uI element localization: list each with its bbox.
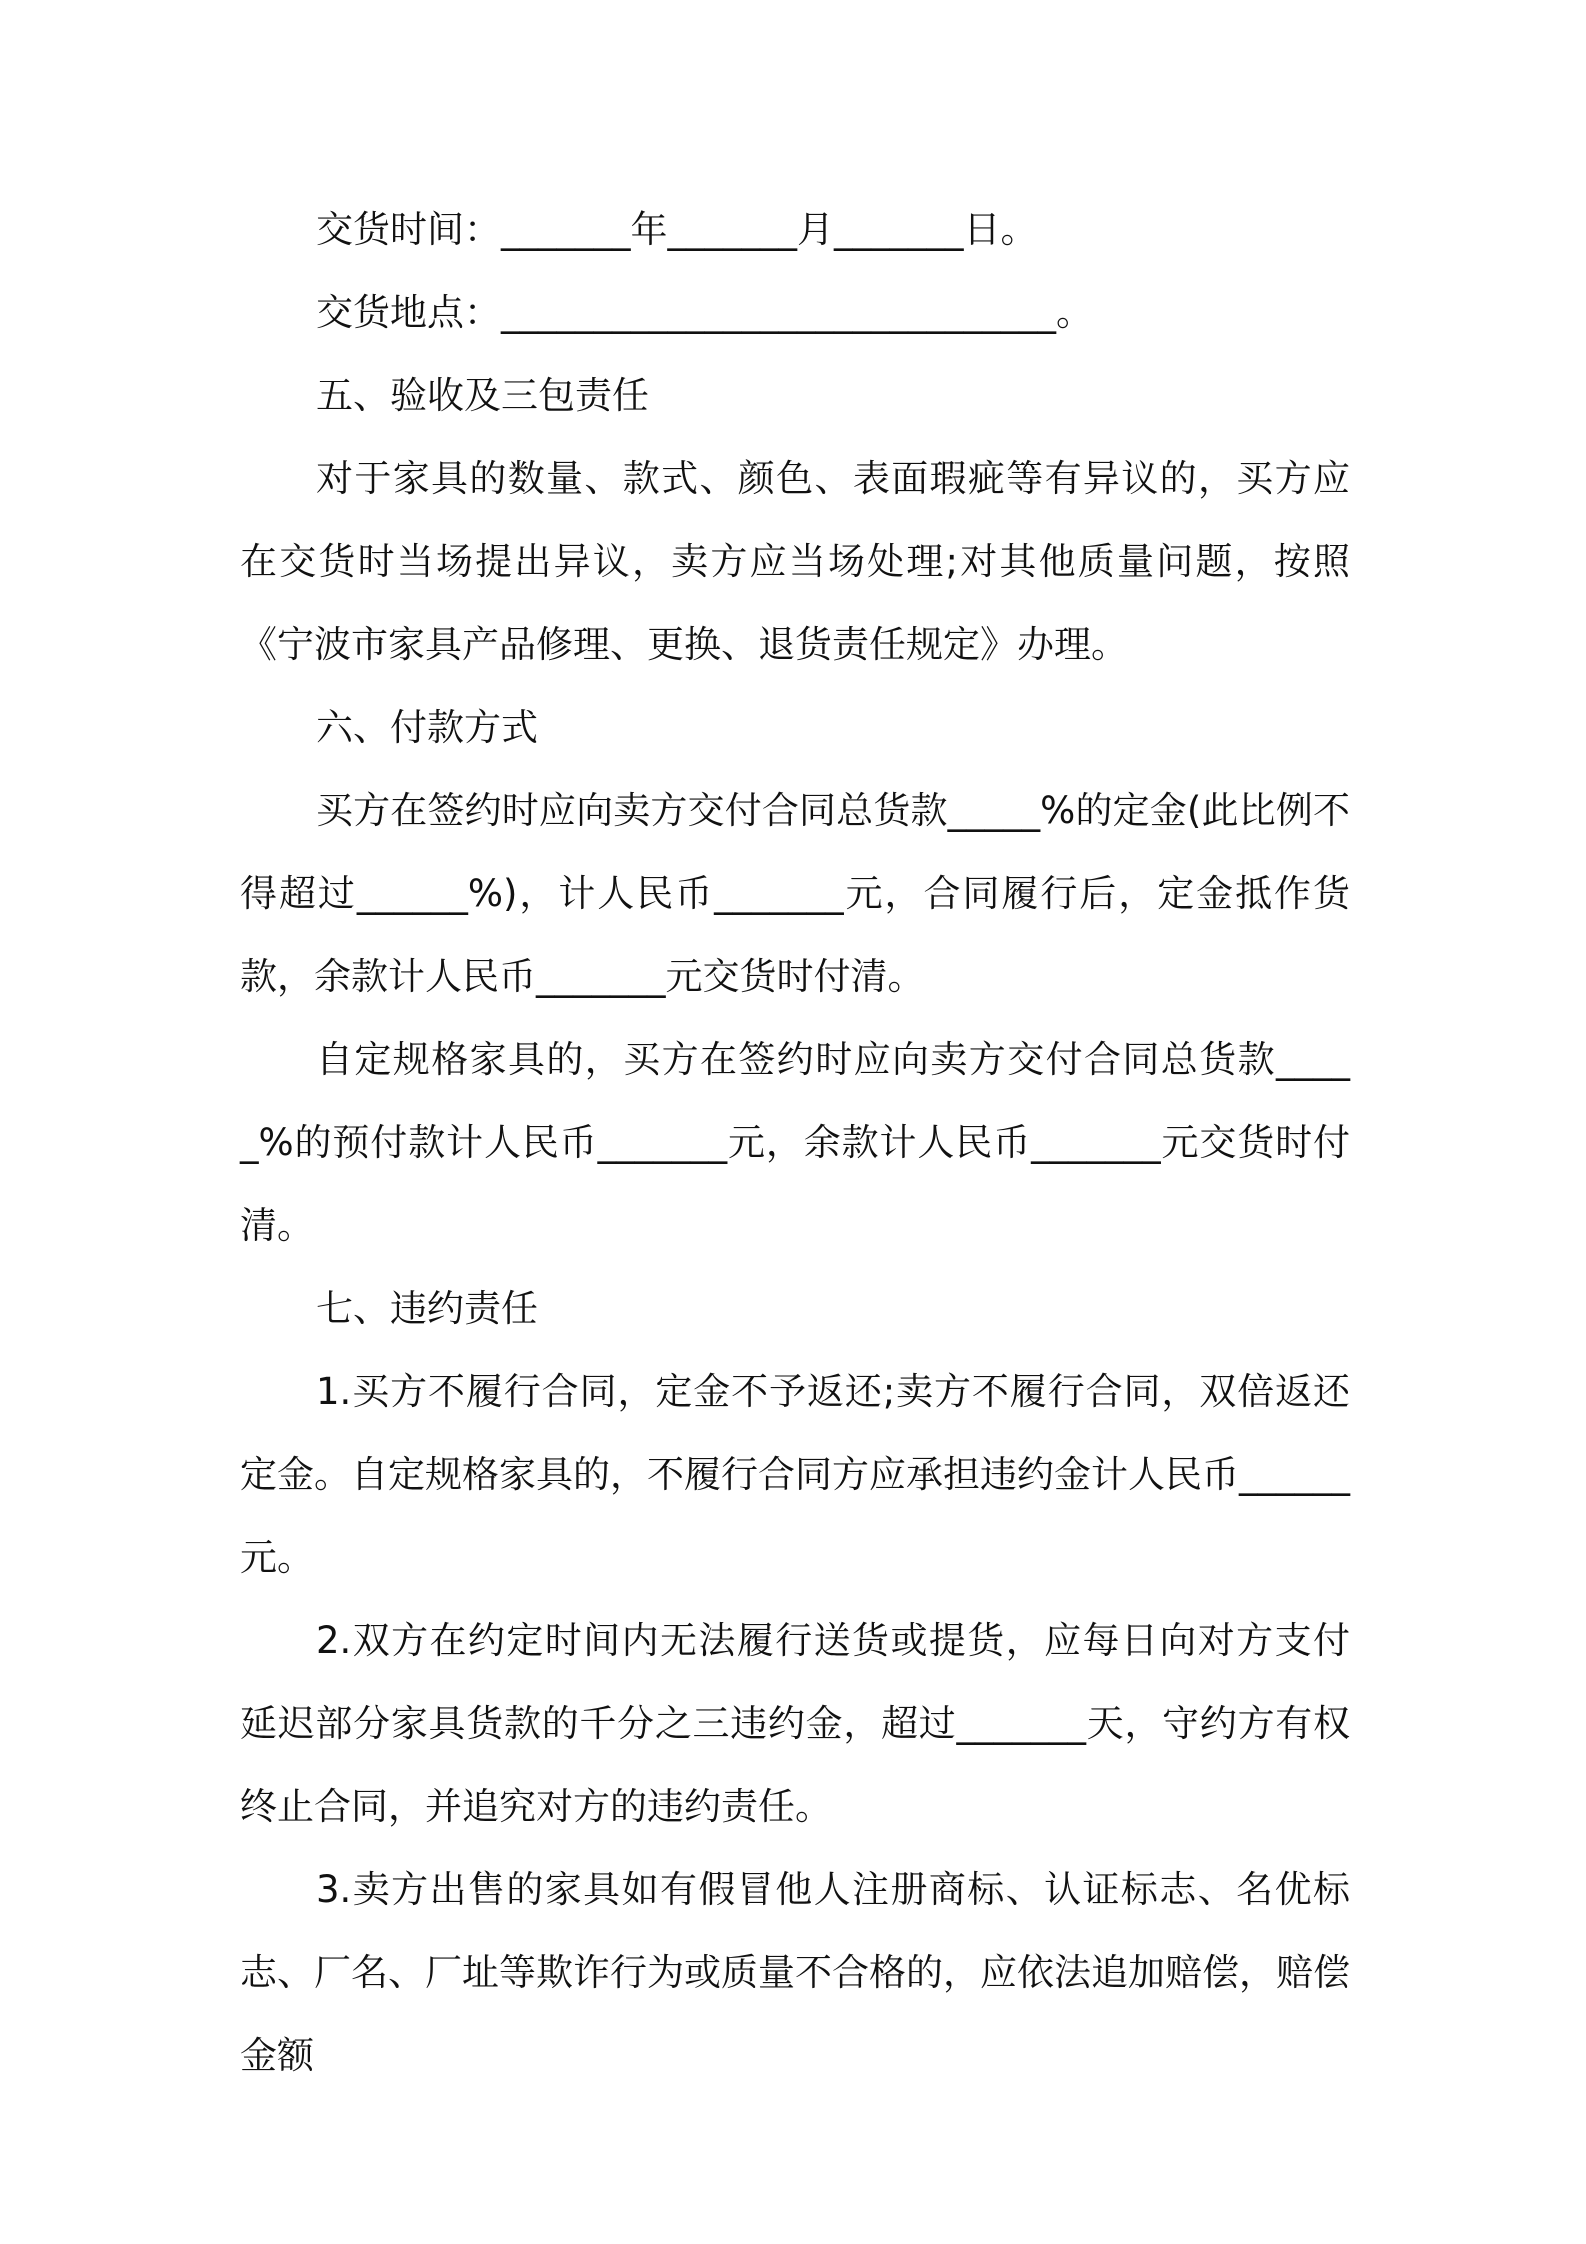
acceptance-paragraph: 对于家具的数量、款式、颜色、表面瑕疵等有异议的，买方应在交货时当场提出异议，卖方应当场处理;对其他质量问题，按照《宁波市家具产品修理、更换、退货责任规定》办理。 — [240, 457, 1350, 666]
payment-deposit-paragraph: 买方在签约时应向卖方交付合同总货款_____%的定金(此比例不得超过______%)，计人民币_______元，合同履行后，定金抵作货款，余款计人民币_______元交货时付清。 — [240, 789, 1350, 998]
breach-clause-2: 2.双方在约定时间内无法履行送货或提货，应每日向对方支付延迟部分家具货款的千分之三违约金，超过_______天，守约方有权终止合同，并追究对方的违约责任。 — [240, 1619, 1350, 1828]
section-heading-acceptance: 五、验收及三包责任 — [316, 374, 649, 417]
section-heading-breach: 七、违约责任 — [316, 1287, 538, 1330]
document-body — [240, 188, 1350, 2097]
delivery-place-line: 交货地点：______________________________。 — [316, 291, 1093, 334]
delivery-time-line: 交货时间：_______年_______月_______日。 — [316, 208, 1038, 251]
payment-custom-paragraph: 自定规格家具的，买方在签约时应向卖方交付合同总货款_____%的预付款计人民币_______元，余款计人民币_______元交货时付清。 — [240, 1038, 1350, 1247]
breach-clause-3: 3.卖方出售的家具如有假冒他人注册商标、认证标志、名优标志、厂名、厂址等欺诈行为或质量不合格的，应依法追加赔偿，赔偿金额 — [240, 1868, 1350, 2077]
section-heading-payment: 六、付款方式 — [316, 706, 538, 749]
breach-clause-1: 1.买方不履行合同，定金不予返还;卖方不履行合同，双倍返还定金。自定规格家具的，不履行合同方应承担违约金计人民币______元。 — [240, 1370, 1350, 1579]
